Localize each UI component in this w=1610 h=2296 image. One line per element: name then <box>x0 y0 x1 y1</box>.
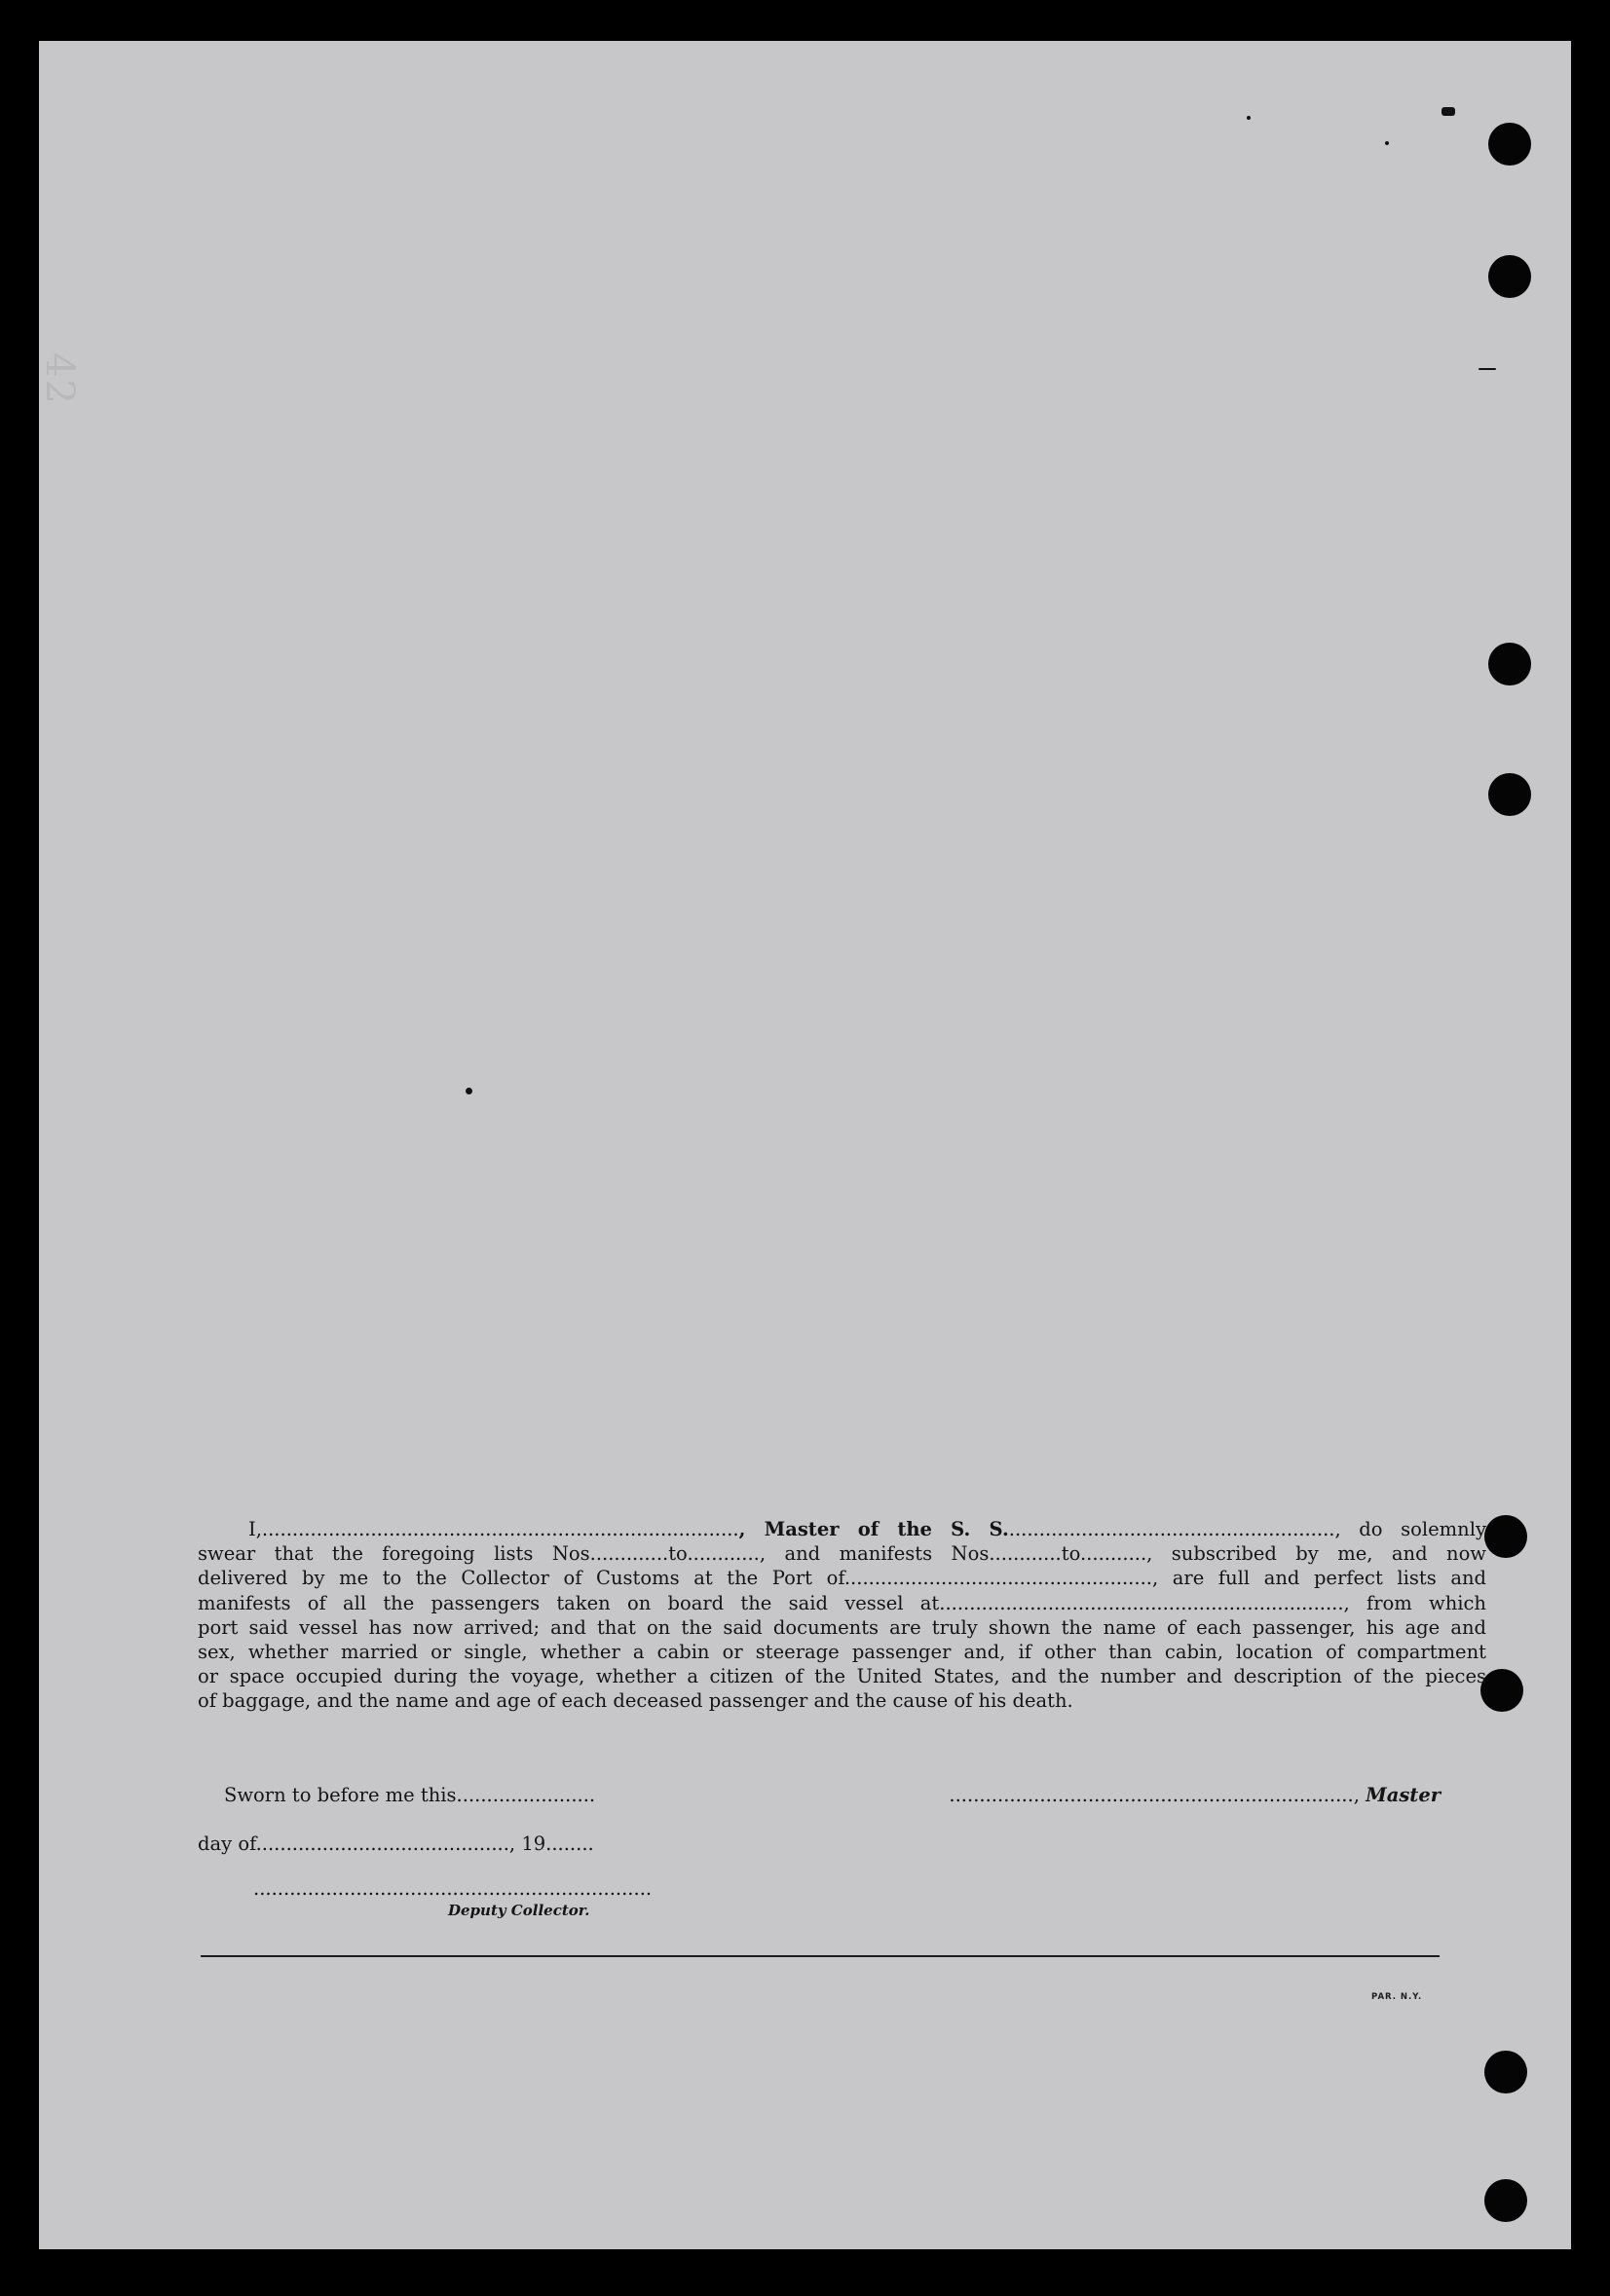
oath-line: sex, whether married or single, whether a cabin or steerage passenger and, if other than cabin, location of compartment <box>198 1641 1486 1664</box>
binder-hole <box>1484 2179 1527 2222</box>
manifest-page <box>39 41 1571 2249</box>
paper-speck <box>1385 141 1389 145</box>
oath-line: manifests of all the passengers taken on board the said vessel at..................................................................., from which <box>198 1591 1486 1614</box>
deputy-collector-label: Deputy Collector. <box>448 1902 590 1919</box>
binder-hole <box>1488 255 1531 298</box>
binder-hole <box>1484 1515 1527 1558</box>
oath-line: of baggage, and the name and age of each deceased passenger and the cause of his death. <box>198 1689 1073 1713</box>
oath-line: swear that the foregoing lists Nos.............to............, and manifests Nos............to..........., subscribed by me, and now <box>198 1542 1486 1566</box>
binder-hole <box>1480 1669 1523 1712</box>
paper-speck <box>1247 116 1251 120</box>
deputy-signature-line: .................................................................. <box>253 1877 653 1900</box>
horizontal-rule <box>201 1955 1440 1957</box>
printer-mark: PAR. N.Y. <box>1371 1992 1423 2002</box>
sworn-line: Sworn to before me this....................... <box>224 1784 596 1806</box>
master-signature-line <box>949 1784 1441 1806</box>
oath-line: I,..............................................................................., Master of the S. S......................................................., do solemnly <box>248 1518 1486 1540</box>
date-line: day of.........................................., 19........ <box>198 1833 594 1855</box>
master-label: Master <box>1366 1784 1441 1806</box>
oath-line: port said vessel has now arrived; and that on the said documents are truly shown the name of each passenger, his age and <box>198 1615 1486 1639</box>
oath-line: delivered by me to the Collector of Customs at the Port of..................................................., are full and perfect lists and <box>198 1567 1486 1590</box>
binder-hole <box>1488 773 1531 816</box>
paper-speck <box>466 1088 472 1094</box>
binder-hole <box>1488 123 1531 166</box>
binder-hole <box>1488 643 1531 685</box>
paper-speck <box>1479 368 1496 370</box>
faint-page-number: 42 <box>37 352 82 406</box>
binder-hole <box>1484 2051 1527 2093</box>
master-signature-dots: ..................................................................., <box>949 1784 1360 1806</box>
oath-line: or space occupied during the voyage, whether a citizen of the United States, and the number and description of the pieces <box>198 1665 1486 1688</box>
oath-paragraph <box>198 1517 1486 1714</box>
paper-speck <box>1442 107 1455 116</box>
